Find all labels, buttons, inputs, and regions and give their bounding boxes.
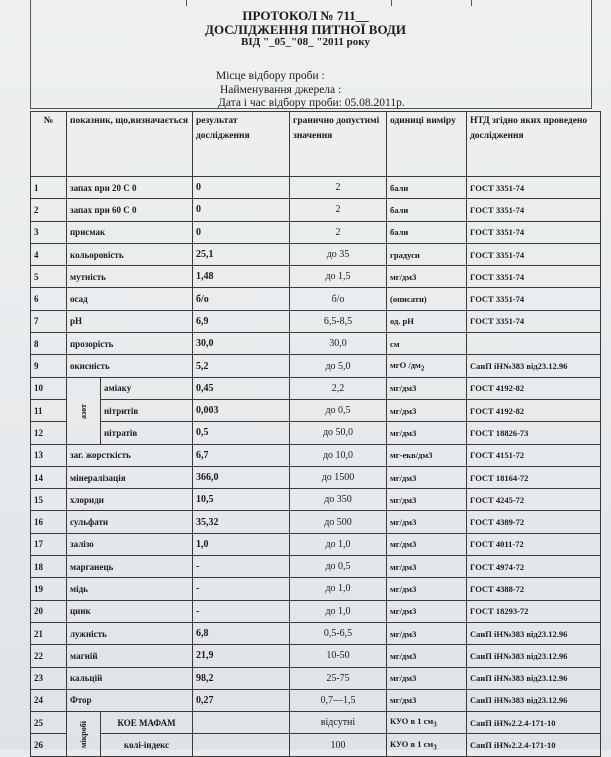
standard-ref: СанП іН№383 від23.12.96 (467, 667, 601, 689)
unit-value: мг/дм3 (387, 399, 467, 421)
standard-ref: ГОСТ 4974-72 (467, 556, 601, 578)
standard-ref: ГОСТ 4388-72 (467, 578, 601, 600)
row-number: 5 (31, 266, 67, 288)
standard-ref: ГОСТ 18293-72 (467, 600, 601, 622)
indicator-name: аміаку (101, 377, 193, 399)
indicator-name: КОЕ МАФАМ (101, 712, 193, 734)
protocol-title: ПРОТОКОЛ № 711__ (242, 8, 369, 23)
table-row (31, 422, 601, 444)
row-number: 23 (31, 667, 67, 689)
indicator-name: колі-індекс (101, 734, 193, 756)
unit-subscript: 3 (433, 743, 437, 752)
table-row (31, 355, 601, 377)
result-value: 5,2 (193, 355, 290, 377)
protocol-subtitle: ДОСЛІДЖЕННЯ ПИТНОЇ ВОДИ (205, 22, 406, 37)
result-value: 35,32 (193, 511, 290, 533)
standard-ref: СанП іН№383 від23.12.96 (467, 645, 601, 667)
header-result: результат дослідження (193, 112, 290, 177)
row-number: 4 (31, 243, 67, 265)
unit-value: мг/дм3 (387, 466, 467, 488)
unit-value: см (387, 333, 467, 355)
result-value: 0,27 (193, 689, 290, 711)
result-value (193, 734, 290, 756)
indicator-name: осад (67, 288, 193, 310)
result-value: - (193, 600, 290, 622)
frame-divider (186, 0, 187, 6)
standard-ref: СанП іН№383 від23.12.96 (467, 622, 601, 644)
row-number: 22 (31, 645, 67, 667)
unit-value: мг/дм3 (387, 645, 467, 667)
row-number: 3 (31, 221, 67, 243)
table-row (31, 489, 601, 511)
table-row (31, 333, 601, 355)
indicator-name: pH (67, 310, 193, 332)
result-value (193, 712, 290, 734)
table-row (31, 689, 601, 711)
header-no: № (31, 112, 67, 177)
unit-value: мг/дм3 (387, 511, 467, 533)
unit-value: бали (387, 199, 467, 221)
unit-value: мг/дм3 (387, 667, 467, 689)
frame-divider (471, 0, 472, 6)
header-limit: гранично допустимі значення (290, 112, 387, 177)
unit-text: мгО /дм (390, 359, 421, 370)
limit-value: 10-50 (290, 645, 387, 667)
standard-ref: ГОСТ 3351-74 (467, 310, 601, 332)
indicator-name: кольоровість (67, 243, 193, 265)
limit-value: до 350 (290, 489, 387, 511)
limit-value: 2 (290, 199, 387, 221)
row-number: 9 (31, 355, 67, 377)
standard-ref: ГОСТ 4245-72 (467, 489, 601, 511)
unit-value: градуси (387, 243, 467, 265)
standard-ref: ГОСТ 4192-82 (467, 377, 601, 399)
row-number: 1 (31, 177, 67, 199)
result-value: 25,1 (193, 243, 290, 265)
unit-value: мг/дм3 (387, 422, 467, 444)
indicator-name: окисність (67, 355, 193, 377)
standard-ref: ГОСТ 3351-74 (467, 243, 601, 265)
row-number: 6 (31, 288, 67, 310)
standard-ref: ГОСТ 3351-74 (467, 221, 601, 243)
source-name: Найменування джерела : (220, 84, 342, 96)
row-number: 7 (31, 310, 67, 332)
table-row (31, 177, 601, 199)
row-number: 24 (31, 689, 67, 711)
limit-value: 2 (290, 221, 387, 243)
unit-text: КУО в 1 см (390, 716, 434, 727)
limit-value: до 0,5 (290, 556, 387, 578)
result-value: 0 (193, 221, 290, 243)
unit-value: мг/дм3 (387, 266, 467, 288)
result-value: 0 (193, 199, 290, 221)
standard-ref: ГОСТ 3351-74 (467, 266, 601, 288)
unit-value: (описати) (387, 288, 467, 310)
limit-value: 100 (290, 734, 387, 756)
protocol-date: ВІД "_05_"08_ "2011 року (241, 36, 370, 48)
unit-subscript: 2 (420, 364, 425, 373)
table-row (31, 221, 601, 243)
results-table (30, 111, 601, 757)
standard-ref: ГОСТ 3351-74 (467, 199, 601, 221)
row-number: 8 (31, 333, 67, 355)
limit-value: б/о (290, 288, 387, 310)
frame-divider (391, 0, 392, 6)
table-row (31, 734, 601, 756)
indicator-name: запах при 60 С 0 (67, 199, 193, 221)
group-nitrogen-text: азот (79, 403, 88, 419)
table-row (31, 667, 601, 689)
result-value: 1,48 (193, 266, 290, 288)
table-row (31, 600, 601, 622)
indicator-name: присмак (67, 221, 193, 243)
result-value: 0,5 (193, 422, 290, 444)
row-number: 25 (31, 712, 67, 734)
indicator-name: нітритів (101, 399, 193, 421)
unit-value: бали (387, 221, 467, 243)
indicator-name: магній (67, 645, 193, 667)
unit-value: мг-екв/дм3 (387, 444, 467, 466)
result-value: 0,003 (193, 399, 290, 421)
unit-value: мг/дм3 (387, 489, 467, 511)
table-row (31, 466, 601, 488)
limit-value: до 500 (290, 511, 387, 533)
limit-value: до 0,5 (290, 399, 387, 421)
table-row (31, 266, 601, 288)
unit-value (387, 712, 467, 734)
unit-value: бали (387, 177, 467, 199)
indicator-name: нітратів (101, 422, 193, 444)
table-row (31, 399, 601, 421)
indicator-name: Фтор (67, 689, 193, 711)
unit-value: мг/дм3 (387, 556, 467, 578)
row-number: 26 (31, 734, 67, 756)
table-row (31, 645, 601, 667)
indicator-name: хлориди (67, 489, 193, 511)
row-number: 21 (31, 622, 67, 644)
limit-value: до 1,0 (290, 533, 387, 555)
limit-value: до 1,0 (290, 600, 387, 622)
limit-value: 2 (290, 177, 387, 199)
limit-value: до 10,0 (290, 444, 387, 466)
unit-value: мг/дм3 (387, 600, 467, 622)
group-micro-text: мікробі (78, 720, 88, 748)
result-value: 0 (193, 177, 290, 199)
result-value: 0,45 (193, 377, 290, 399)
unit-value: мг/дм3 (387, 622, 467, 644)
table-row (31, 556, 601, 578)
limit-value: 25-75 (290, 667, 387, 689)
unit-value: мг/дм3 (387, 689, 467, 711)
standard-ref: ГОСТ 3351-74 (467, 288, 601, 310)
row-number: 18 (31, 556, 67, 578)
row-number: 15 (31, 489, 67, 511)
limit-value: до 5,0 (290, 355, 387, 377)
header-standard: НТД згідно яких проведено дослідження (467, 112, 601, 177)
result-value: 6,8 (193, 622, 290, 644)
result-value: 21,9 (193, 645, 290, 667)
table-row (31, 288, 601, 310)
result-value: б/о (193, 288, 290, 310)
limit-value: 0,7—1,5 (290, 689, 387, 711)
indicator-name: цинк (67, 600, 193, 622)
limit-value: 30,0 (290, 333, 387, 355)
standard-ref: ГОСТ 4389-72 (467, 511, 601, 533)
indicator-name: мутність (67, 266, 193, 288)
limit-value: до 1,5 (290, 266, 387, 288)
standard-ref: ГОСТ 18826-73 (467, 422, 601, 444)
result-value: 366,0 (193, 466, 290, 488)
header-indicator: показник, що,визначається (67, 112, 193, 177)
row-number: 16 (31, 511, 67, 533)
table-row (31, 533, 601, 555)
result-value: 6,9 (193, 310, 290, 332)
sampling-place: Місце відбору проби : (216, 70, 325, 82)
limit-value: 0,5-6,5 (290, 622, 387, 644)
indicator-name: залізо (67, 533, 193, 555)
row-number: 17 (31, 533, 67, 555)
result-value: 10,5 (193, 489, 290, 511)
row-number: 14 (31, 466, 67, 488)
unit-value: мг/дм3 (387, 533, 467, 555)
limit-value: до 1,0 (290, 578, 387, 600)
standard-ref: ГОСТ 3351-74 (467, 177, 601, 199)
row-number: 19 (31, 578, 67, 600)
table-row (31, 444, 601, 466)
standard-ref: СанП іН№383 від23.12.96 (467, 689, 601, 711)
indicator-name: кальцій (67, 667, 193, 689)
table-row (31, 310, 601, 332)
table-row (31, 578, 601, 600)
limit-value: до 35 (290, 243, 387, 265)
result-value: 30,0 (193, 333, 290, 355)
result-value: 98,2 (193, 667, 290, 689)
standard-ref: ГОСТ 4151-72 (467, 444, 601, 466)
indicator-name: мінералізація (67, 466, 193, 488)
result-value: - (193, 556, 290, 578)
table-row (31, 622, 601, 644)
header-unit: одиниці виміру (387, 112, 467, 177)
row-number: 20 (31, 600, 67, 622)
result-value: 1,0 (193, 533, 290, 555)
indicator-name: сульфати (67, 511, 193, 533)
indicator-name: заг. жорсткість (67, 444, 193, 466)
unit-value (387, 734, 467, 756)
standard-ref (467, 333, 601, 355)
limit-value: до 1500 (290, 466, 387, 488)
unit-value: мг/дм3 (387, 578, 467, 600)
table-row (31, 377, 601, 399)
limit-value: 6,5-8,5 (290, 310, 387, 332)
row-number: 13 (31, 444, 67, 466)
table-row (31, 243, 601, 265)
row-number: 12 (31, 422, 67, 444)
indicator-name: запах при 20 С 0 (67, 177, 193, 199)
limit-value: відсутні (290, 712, 387, 734)
result-value: 6,7 (193, 444, 290, 466)
table-header-row (31, 112, 601, 177)
row-number: 2 (31, 199, 67, 221)
unit-text: КУО в 1 см (390, 738, 434, 749)
row-number: 11 (31, 399, 67, 421)
unit-value: од. pH (387, 310, 467, 332)
limit-value: 2,2 (290, 377, 387, 399)
table-row (31, 199, 601, 221)
unit-value: мг/дм3 (387, 377, 467, 399)
indicator-name: марганець (67, 556, 193, 578)
standard-ref: ГОСТ 4011-72 (467, 533, 601, 555)
standard-ref: ГОСТ 18164-72 (467, 466, 601, 488)
standard-ref: СанП іН№383 від23.12.96 (467, 355, 601, 377)
unit-value (387, 355, 467, 377)
row-number: 10 (31, 377, 67, 399)
group-nitrogen-label (67, 377, 101, 444)
indicator-name: лужність (67, 622, 193, 644)
table-row (31, 712, 601, 734)
sampling-datetime: Дата і час відбору проби: 05.08.2011р. (218, 97, 405, 109)
standard-ref: СанП іН№2.2.4-171-10 (467, 734, 601, 756)
table-row (31, 511, 601, 533)
limit-value: до 50,0 (290, 422, 387, 444)
indicator-name: мідь (67, 578, 193, 600)
standard-ref: СанП іН№2.2.4-171-10 (467, 712, 601, 734)
unit-subscript: 3 (433, 721, 437, 730)
result-value: - (193, 578, 290, 600)
standard-ref: ГОСТ 4192-82 (467, 399, 601, 421)
indicator-name: прозорість (67, 333, 193, 355)
